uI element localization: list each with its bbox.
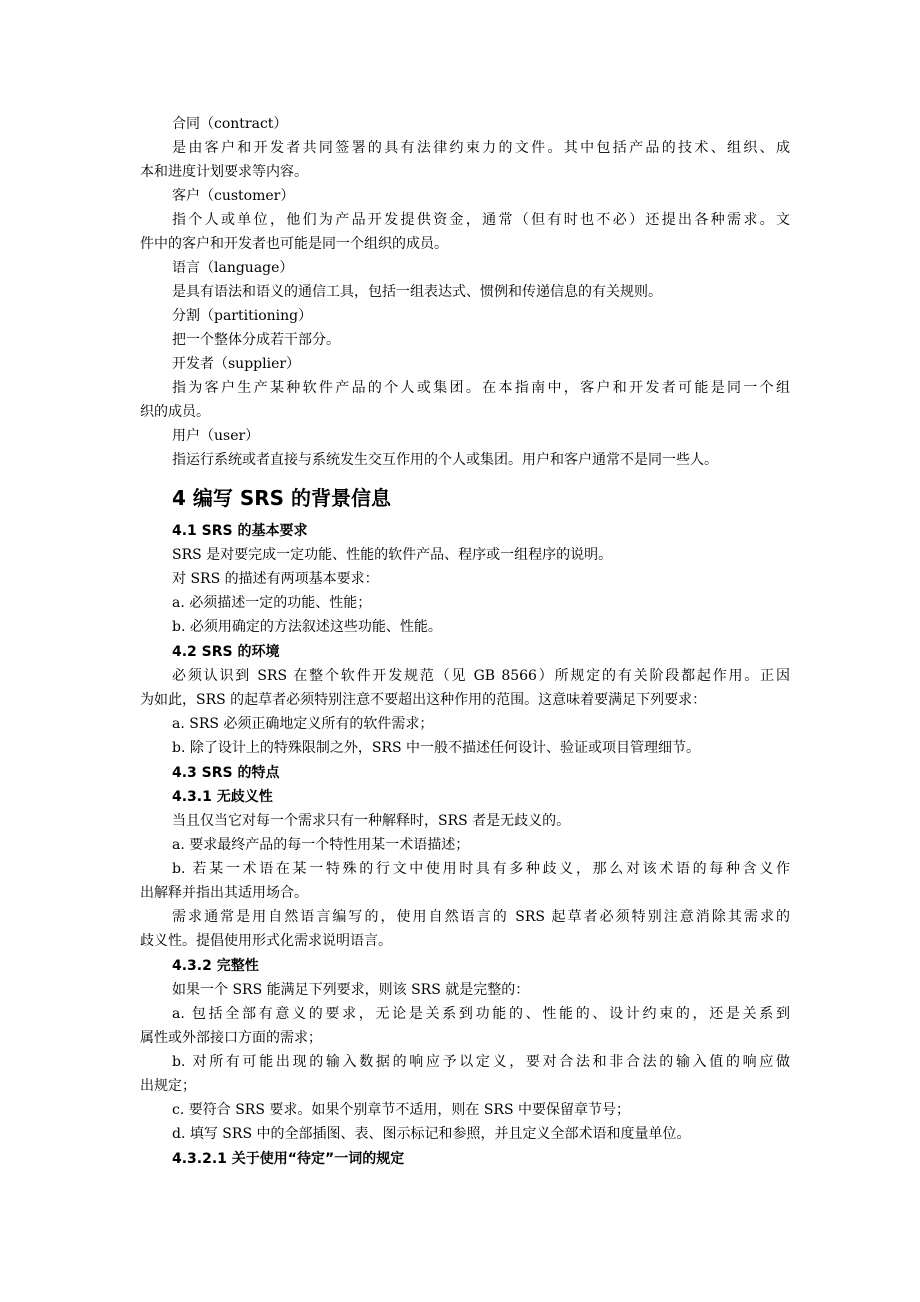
term-user-def: 指运行系统或者直接与系统发生交互作用的个人或集团。用户和客户通常不是同一些人。 xyxy=(172,452,718,468)
section-4-3-2-item-b-line1: b. 对所有可能出现的输入数据的响应予以定义，要对合法和非合法的输入值的响应做 xyxy=(172,1054,790,1070)
section-4-3-1-para2-line2: 歧义性。提倡使用形式化需求说明语言。 xyxy=(140,933,392,949)
section-4-3-1-para1: 当且仅当它对每一个需求只有一种解释时，SRS 者是无歧义的。 xyxy=(172,813,571,829)
term-supplier-def-line1: 指为客户生产某种软件产品的个人或集团。在本指南中，客户和开发者可能是同一个组 xyxy=(172,380,790,396)
term-user: 用户（user） xyxy=(172,428,260,444)
section-4-3-2-item-b-line2: 出规定； xyxy=(140,1078,196,1094)
term-customer: 客户（customer） xyxy=(172,188,295,204)
term-customer-def-line2: 件中的客户和开发者也可能是同一个组织的成员。 xyxy=(140,236,448,252)
term-partitioning: 分割（partitioning） xyxy=(172,308,313,324)
section-4-2-para1-line2: 为如此，SRS 的起草者必须特别注意不要超出这种作用的范围。这意味着要满足下列要求： xyxy=(140,692,707,708)
term-supplier: 开发者（supplier） xyxy=(172,356,301,372)
section-4-3-heading: 4.3 SRS 的特点 xyxy=(172,765,280,781)
term-customer-def-line1: 指个人或单位，他们为产品开发提供资金，通常（但有时也不必）还提出各种需求。文 xyxy=(172,212,790,228)
term-language: 语言（language） xyxy=(172,260,294,276)
section-4-1-para1: SRS 是对要完成一定功能、性能的软件产品、程序或一组程序的说明。 xyxy=(172,547,613,563)
term-contract-def-line1: 是由客户和开发者共同签署的具有法律约束力的文件。其中包括产品的技术、组织、成 xyxy=(172,140,790,156)
section-4-3-2-1-heading: 4.3.2.1 关于使用“待定”一词的规定 xyxy=(172,1151,405,1167)
section-4-1-heading: 4.1 SRS 的基本要求 xyxy=(172,523,308,539)
section-4-1-item-a: a. 必须描述一定的功能、性能； xyxy=(172,595,372,611)
section-4-3-2-item-a-line1: a. 包括全部有意义的要求，无论是关系到功能的、性能的、设计约束的，还是关系到 xyxy=(172,1006,790,1022)
section-4-2-heading: 4.2 SRS 的环境 xyxy=(172,644,280,660)
section-4-3-1-item-a: a. 要求最终产品的每一个特性用某一术语描述； xyxy=(172,837,470,853)
section-4-2-para1-line1: 必须认识到 SRS 在整个软件开发规范（见 GB 8566）所规定的有关阶段都起作用。正因 xyxy=(172,668,790,684)
section-4-3-2-heading: 4.3.2 完整性 xyxy=(172,958,259,974)
section-4-3-1-para2-line1: 需求通常是用自然语言编写的，使用自然语言的 SRS 起草者必须特别注意消除其需求的 xyxy=(172,909,790,925)
section-4-1-item-b: b. 必须用确定的方法叙述这些功能、性能。 xyxy=(172,619,442,635)
term-contract: 合同（contract） xyxy=(172,116,288,132)
section-4-1-para2: 对 SRS 的描述有两项基本要求： xyxy=(172,571,379,587)
section-4-3-1-item-b-line2: 出解释并指出其适用场合。 xyxy=(140,885,308,901)
term-contract-def-line2: 本和进度计划要求等内容。 xyxy=(140,164,308,180)
section-4-3-2-item-d: d. 填写 SRS 中的全部插图、表、图示标记和参照，并且定义全部术语和度量单位。 xyxy=(172,1126,691,1142)
section-4-3-1-heading: 4.3.1 无歧义性 xyxy=(172,789,273,805)
section-4-3-2-item-c: c. 要符合 SRS 要求。如果个别章节不适用，则在 SRS 中要保留章节号； xyxy=(172,1102,630,1118)
term-supplier-def-line2: 织的成员。 xyxy=(140,404,210,420)
term-language-def: 是具有语法和语义的通信工具，包括一组表达式、惯例和传递信息的有关规则。 xyxy=(172,284,662,300)
term-partitioning-def: 把一个整体分成若干部分。 xyxy=(172,332,340,348)
section-4-2-item-b: b. 除了设计上的特殊限制之外，SRS 中一般不描述任何设计、验证或项目管理细节。 xyxy=(172,740,701,756)
section-4-3-2-item-a-line2: 属性或外部接口方面的需求； xyxy=(140,1030,322,1046)
section-4-3-2-para1: 如果一个 SRS 能满足下列要求，则该 SRS 就是完整的： xyxy=(172,982,530,998)
section-4-3-1-item-b-line1: b. 若某一术语在某一特殊的行文中使用时具有多种歧义，那么对该术语的每种含义作 xyxy=(172,861,790,877)
section-4-2-item-a: a. SRS 必须正确地定义所有的软件需求； xyxy=(172,716,434,732)
section-4-heading: 4 编写 SRS 的背景信息 xyxy=(172,486,392,510)
